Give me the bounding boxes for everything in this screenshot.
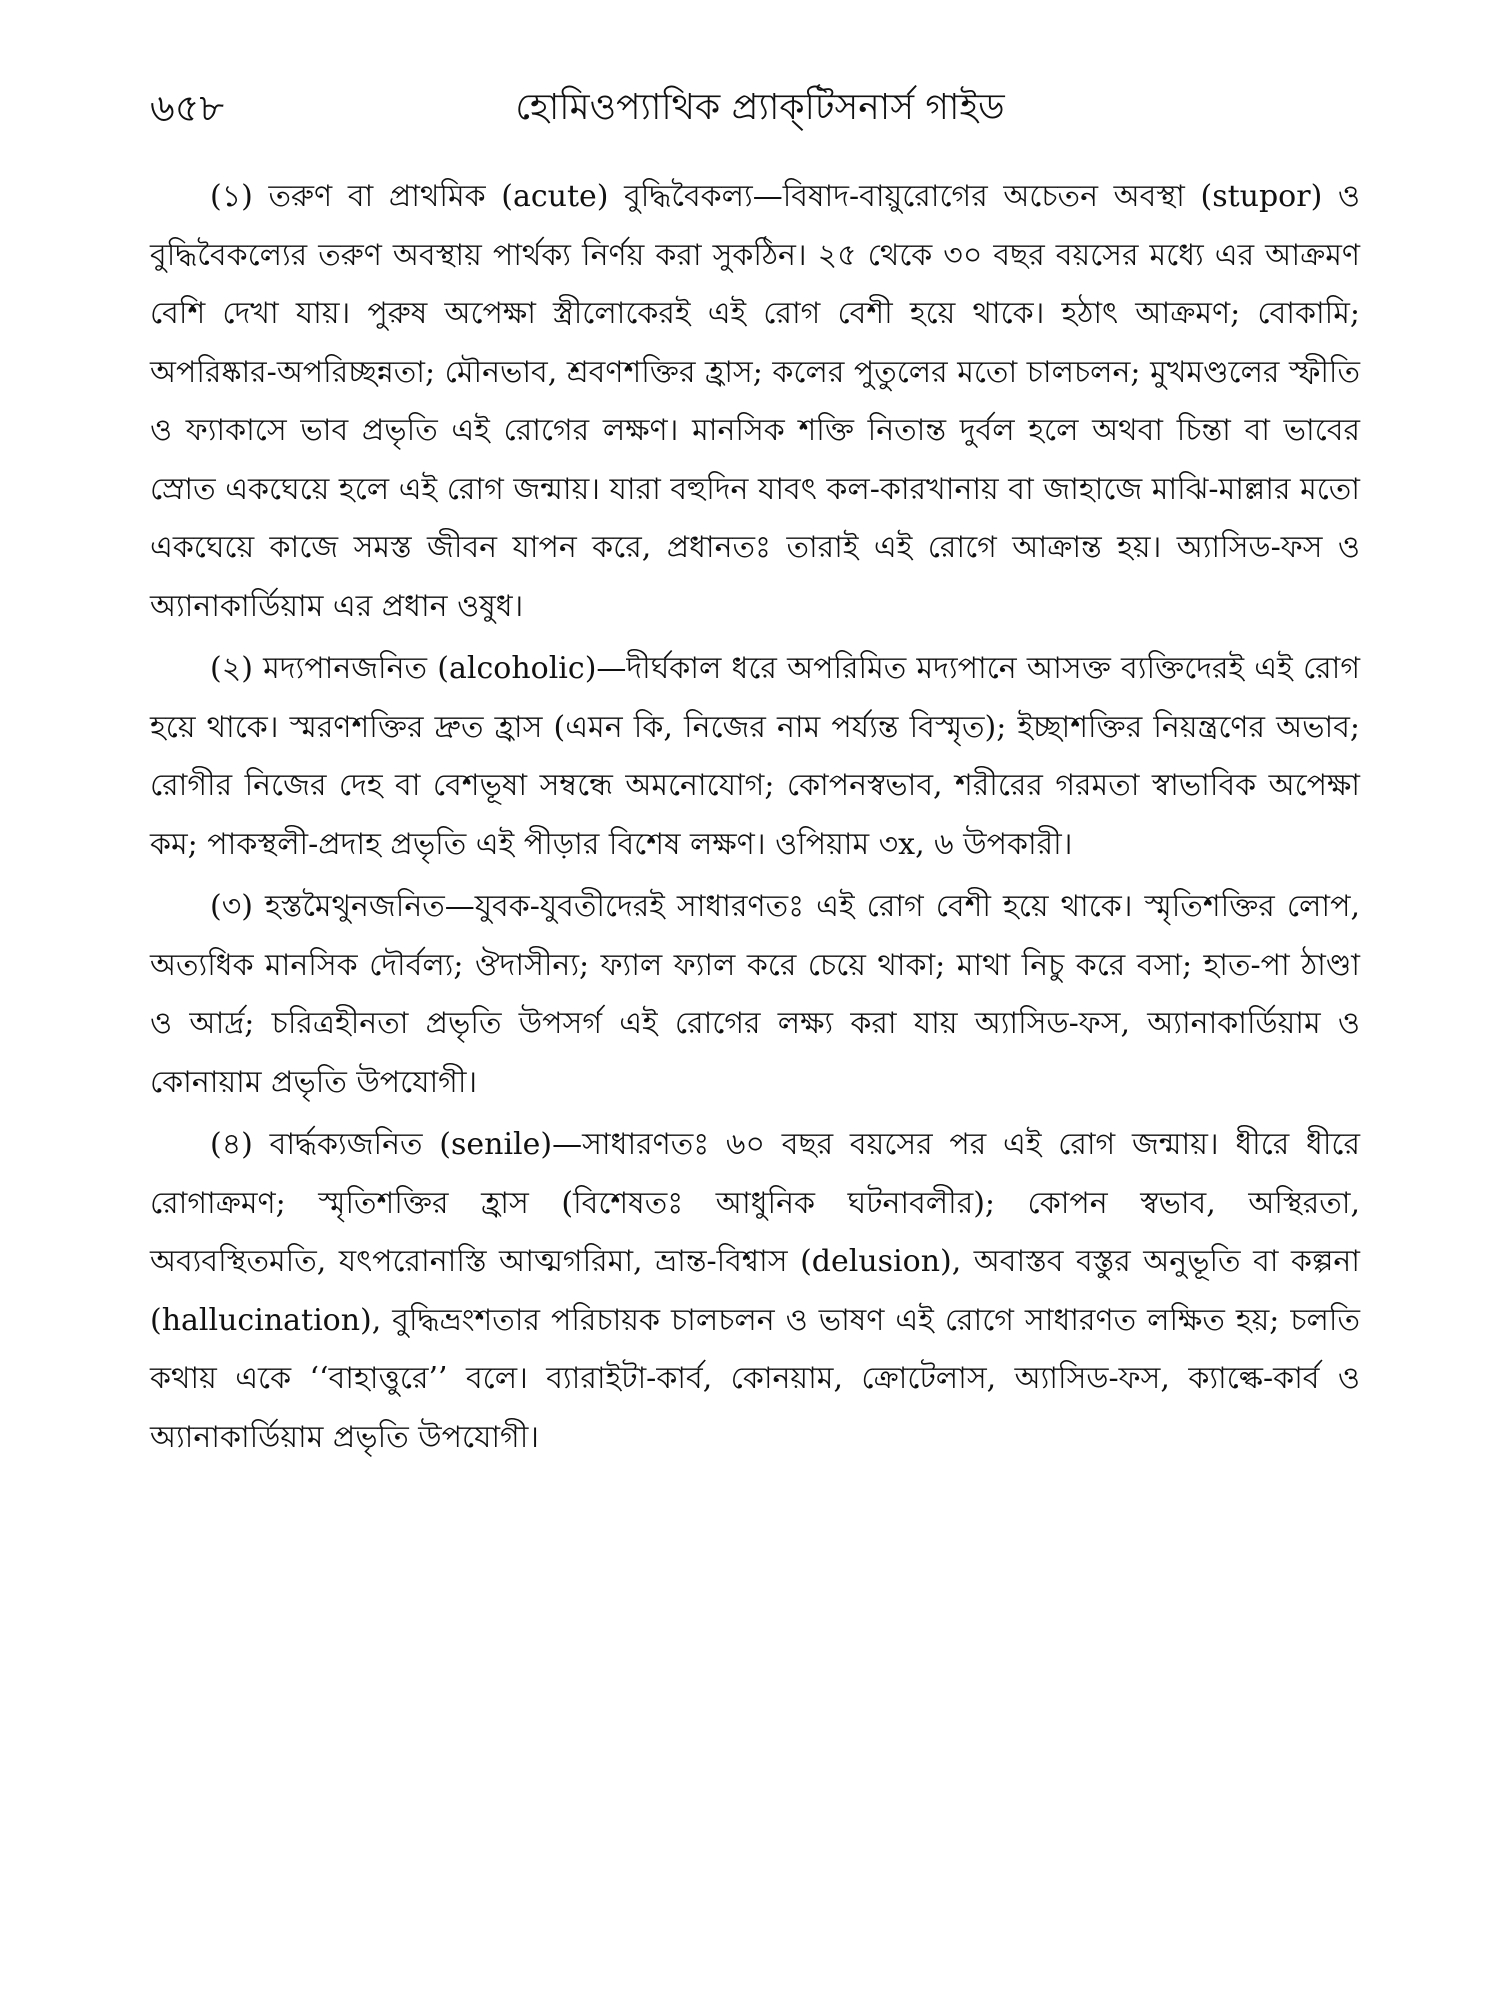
- page-body: [150, 168, 1360, 1467]
- paragraph-senile: (৪) বার্দ্ধক্যজনিত (senile)—সাধারণতঃ ৬০ বছর বয়সের পর এই রোগ জন্মায়। ধীরে ধীরে রোগাক্রমণ; স্মৃতিশক্তির হ্রাস (বিশেষতঃ আধুনিক ঘটনাবলীর); কোপন স্বভাব, অস্থিরতা, অব্যবস্থিতমতি, যৎপরোনাস্তি আত্মগরিমা, ভ্রান্ত-বিশ্বাস (delusion), অবাস্তব বস্তুর অনুভূতি বা কল্পনা (hallucination), বুদ্ধিভ্রংশতার পরিচায়ক চালচলন ও ভাষণ এই রোগে সাধারণত লক্ষিত হয়; চলতি কথায় একে ‘‘বাহাত্তুরে’’ বলে। ব্যারাইটা-কার্ব, কোনয়াম, ক্রোটেলাস, অ্যাসিড-ফস, ক্যাল্কে-কার্ব ও অ্যানাকার্ডিয়াম প্রভৃতি উপযোগী।: [150, 1127, 1360, 1455]
- page-header: [150, 78, 1370, 138]
- paragraph-masturbation: (৩) হস্তমৈথুনজনিত—যুবক-যুবতীদেরই সাধারণতঃ এই রোগ বেশী হয়ে থাকে। স্মৃতিশক্তির লোপ, অত্যধিক মানসিক দৌর্বল্য; ঔদাসীন্য; ফ্যাল ফ্যাল করে চেয়ে থাকা; মাথা নিচু করে বসা; হাত-পা ঠাণ্ডা ও আর্দ্র; চরিত্রহীনতা প্রভৃতি উপসর্গ এই রোগের লক্ষ্য করা যায় অ্যাসিড-ফস, অ্যানাকার্ডিয়াম ও কোনায়াম প্রভৃতি উপযোগী।: [150, 889, 1360, 1100]
- paragraph-alcoholic: (২) মদ্যপানজনিত (alcoholic)—দীর্ঘকাল ধরে অপরিমিত মদ্যপানে আসক্ত ব্যক্তিদেরই এই রোগ হয়ে থাকে। স্মরণশক্তির দ্রুত হ্রাস (এমন কি, নিজের নাম পর্য্যন্ত বিস্মৃত); ইচ্ছাশক্তির নিয়ন্ত্রণের অভাব; রোগীর নিজের দেহ বা বেশভূষা সম্বন্ধে অমনোযোগ; কোপনস্বভাব, শরীরের গরমতা স্বাভাবিক অপেক্ষা কম; পাকস্থলী-প্রদাহ প্রভৃতি এই পীড়ার বিশেষ লক্ষণ। ওপিয়াম ৩x, ৬ উপকারী।: [150, 651, 1360, 862]
- page-number: ৬৫৮: [150, 86, 225, 130]
- paragraph-acute: (১) তরুণ বা প্রাথমিক (acute) বুদ্ধিবৈকল্য—বিষাদ-বায়ুরোগের অচেতন অবস্থা (stupor) ও বুদ্ধিবৈকল্যের তরুণ অবস্থায় পার্থক্য নির্ণয় করা সুকঠিন। ২৫ থেকে ৩০ বছর বয়সের মধ্যে এর আক্রমণ বেশি দেখা যায়। পুরুষ অপেক্ষা স্ত্রীলোকেরই এই রোগ বেশী হয়ে থাকে। হঠাৎ আক্রমণ; বোকামি; অপরিষ্কার-অপরিচ্ছন্নতা; মৌনভাব, শ্রবণশক্তির হ্রাস; কলের পুতুলের মতো চালচলন; মুখমণ্ডলের স্ফীতি ও ফ্যাকাসে ভাব প্রভৃতি এই রোগের লক্ষণ। মানসিক শক্তি নিতান্ত দুর্বল হলে অথবা চিন্তা বা ভাবের স্রোত একঘেয়ে হলে এই রোগ জন্মায়। যারা বহুদিন যাবৎ কল-কারখানায় বা জাহাজে মাঝি-মাল্লার মতো একঘেয়ে কাজে সমস্ত জীবন যাপন করে, প্রধানতঃ তারাই এই রোগে আক্রান্ত হয়। অ্যাসিড-ফস ও অ্যানাকার্ডিয়াম এর প্রধান ওষুধ।: [150, 179, 1360, 624]
- running-title: হোমিওপ্যাথিক প্র্যাক্‌টিসনার্স গাইড: [515, 87, 1005, 128]
